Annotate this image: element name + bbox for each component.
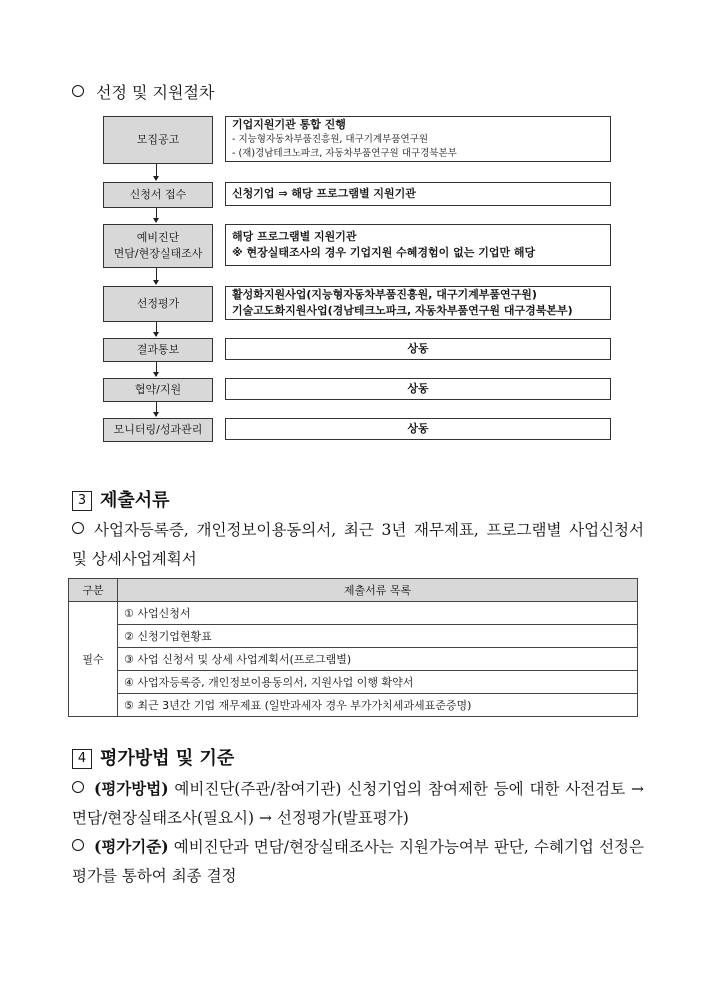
flow-arrow-icon bbox=[156, 402, 157, 416]
table-cell: ① 사업신청서 bbox=[118, 602, 638, 625]
selection-heading bbox=[72, 80, 214, 103]
bullet-circle-icon bbox=[72, 839, 84, 851]
flow-step-notice: 결과통보 bbox=[103, 338, 213, 362]
flow-step-evaluation: 선정평가 bbox=[103, 286, 213, 322]
table-row bbox=[69, 648, 638, 671]
table-row bbox=[69, 671, 638, 694]
bullet-circle-icon bbox=[72, 522, 84, 534]
flow-desc-diagnosis: 해당 프로그램별 지원기관 ※ 현장실태조사의 경우 기업지원 수혜경험이 없는 기업만 해당 bbox=[225, 224, 611, 266]
flow-arrow-icon bbox=[156, 208, 157, 222]
flow-desc-notice: 상동 bbox=[225, 338, 611, 360]
table-row bbox=[69, 625, 638, 648]
table-header-list: 제출서류 목록 bbox=[118, 579, 638, 602]
table-cell: ③ 사업 신청서 및 상세 사업계획서(프로그램별) bbox=[118, 648, 638, 671]
flow-desc-evaluation: 활성화지원사업(지능형자동차부품진흥원, 대구기계부품연구원) 기술고도화지원사업(경남테크노파크, 자동차부품연구원 대구경북본부) bbox=[225, 286, 611, 320]
flow-step-agreement: 협약/지원 bbox=[103, 378, 213, 402]
flow-desc-application: 신청기업 ⇒ 해당 프로그램별 지원기관 bbox=[225, 182, 611, 206]
section4-item-criteria: (평가기준) 예비진단과 면담/현장실태조사는 지원가능여부 판단, 수혜기업 선정은 평가를 통하여 최종 결정 bbox=[72, 837, 644, 885]
flow-arrow-icon bbox=[156, 322, 157, 336]
documents-table bbox=[68, 578, 638, 717]
flow-arrow-icon bbox=[156, 164, 157, 180]
table-row bbox=[69, 602, 638, 625]
flow-step-recruit: 모집공고 bbox=[103, 116, 213, 164]
flow-desc-agreement: 상동 bbox=[225, 378, 611, 400]
section3-title: 제출서류 bbox=[100, 490, 170, 511]
section4-item-method: (평가방법) 예비진단(주관/참여기관) 신청기업의 참여제한 등에 대한 사전검토 → 면담/현장실태조사(필요시) → 선정평가(발표평가) bbox=[72, 779, 644, 827]
section4-title: 평가방법 및 기준 bbox=[100, 748, 235, 769]
flow-desc-monitoring: 상동 bbox=[225, 418, 611, 440]
table-cell: ④ 사업자등록증, 개인정보이용동의서, 지원사업 이행 확약서 bbox=[118, 671, 638, 694]
table-cell: ② 신청기업현황표 bbox=[118, 625, 638, 648]
flow-step-application: 신청서 접수 bbox=[103, 182, 213, 208]
flow-arrow-icon bbox=[156, 362, 157, 376]
section-number-box: 4 bbox=[72, 749, 92, 769]
flow-step-diagnosis: 예비진단 면담/현장실태조사 bbox=[103, 224, 213, 268]
table-category-cell: 필수 bbox=[69, 602, 118, 717]
section-number-box: 3 bbox=[72, 491, 92, 511]
section3-heading bbox=[72, 486, 170, 512]
flow-desc-recruit: 기업지원기관 통합 진행 - 지능형자동차부품진흥원, 대구기계부품연구원 - (재)경남테크노파크, 자동차부품연구원 대구경북본부 bbox=[225, 116, 611, 162]
section4-heading bbox=[72, 744, 234, 770]
flow-arrow-icon bbox=[156, 268, 157, 284]
table-cell: ⑤ 최근 3년간 기업 재무제표 (일반과세자 경우 부가가치세과세표준증명) bbox=[118, 694, 638, 717]
bullet-circle-icon bbox=[72, 781, 84, 793]
section3-paragraph: 사업자등록증, 개인정보이용동의서, 최근 3년 재무제표, 프로그램별 사업신청서 및 상세사업계획서 bbox=[72, 521, 644, 568]
flow-step-monitoring: 모니터링/성과관리 bbox=[103, 418, 213, 442]
table-row bbox=[69, 694, 638, 717]
table-header-row bbox=[69, 579, 638, 602]
bullet-circle-icon bbox=[72, 85, 84, 97]
selection-title: 선정 및 지원절차 bbox=[96, 83, 215, 102]
table-header-category: 구분 bbox=[69, 579, 118, 602]
